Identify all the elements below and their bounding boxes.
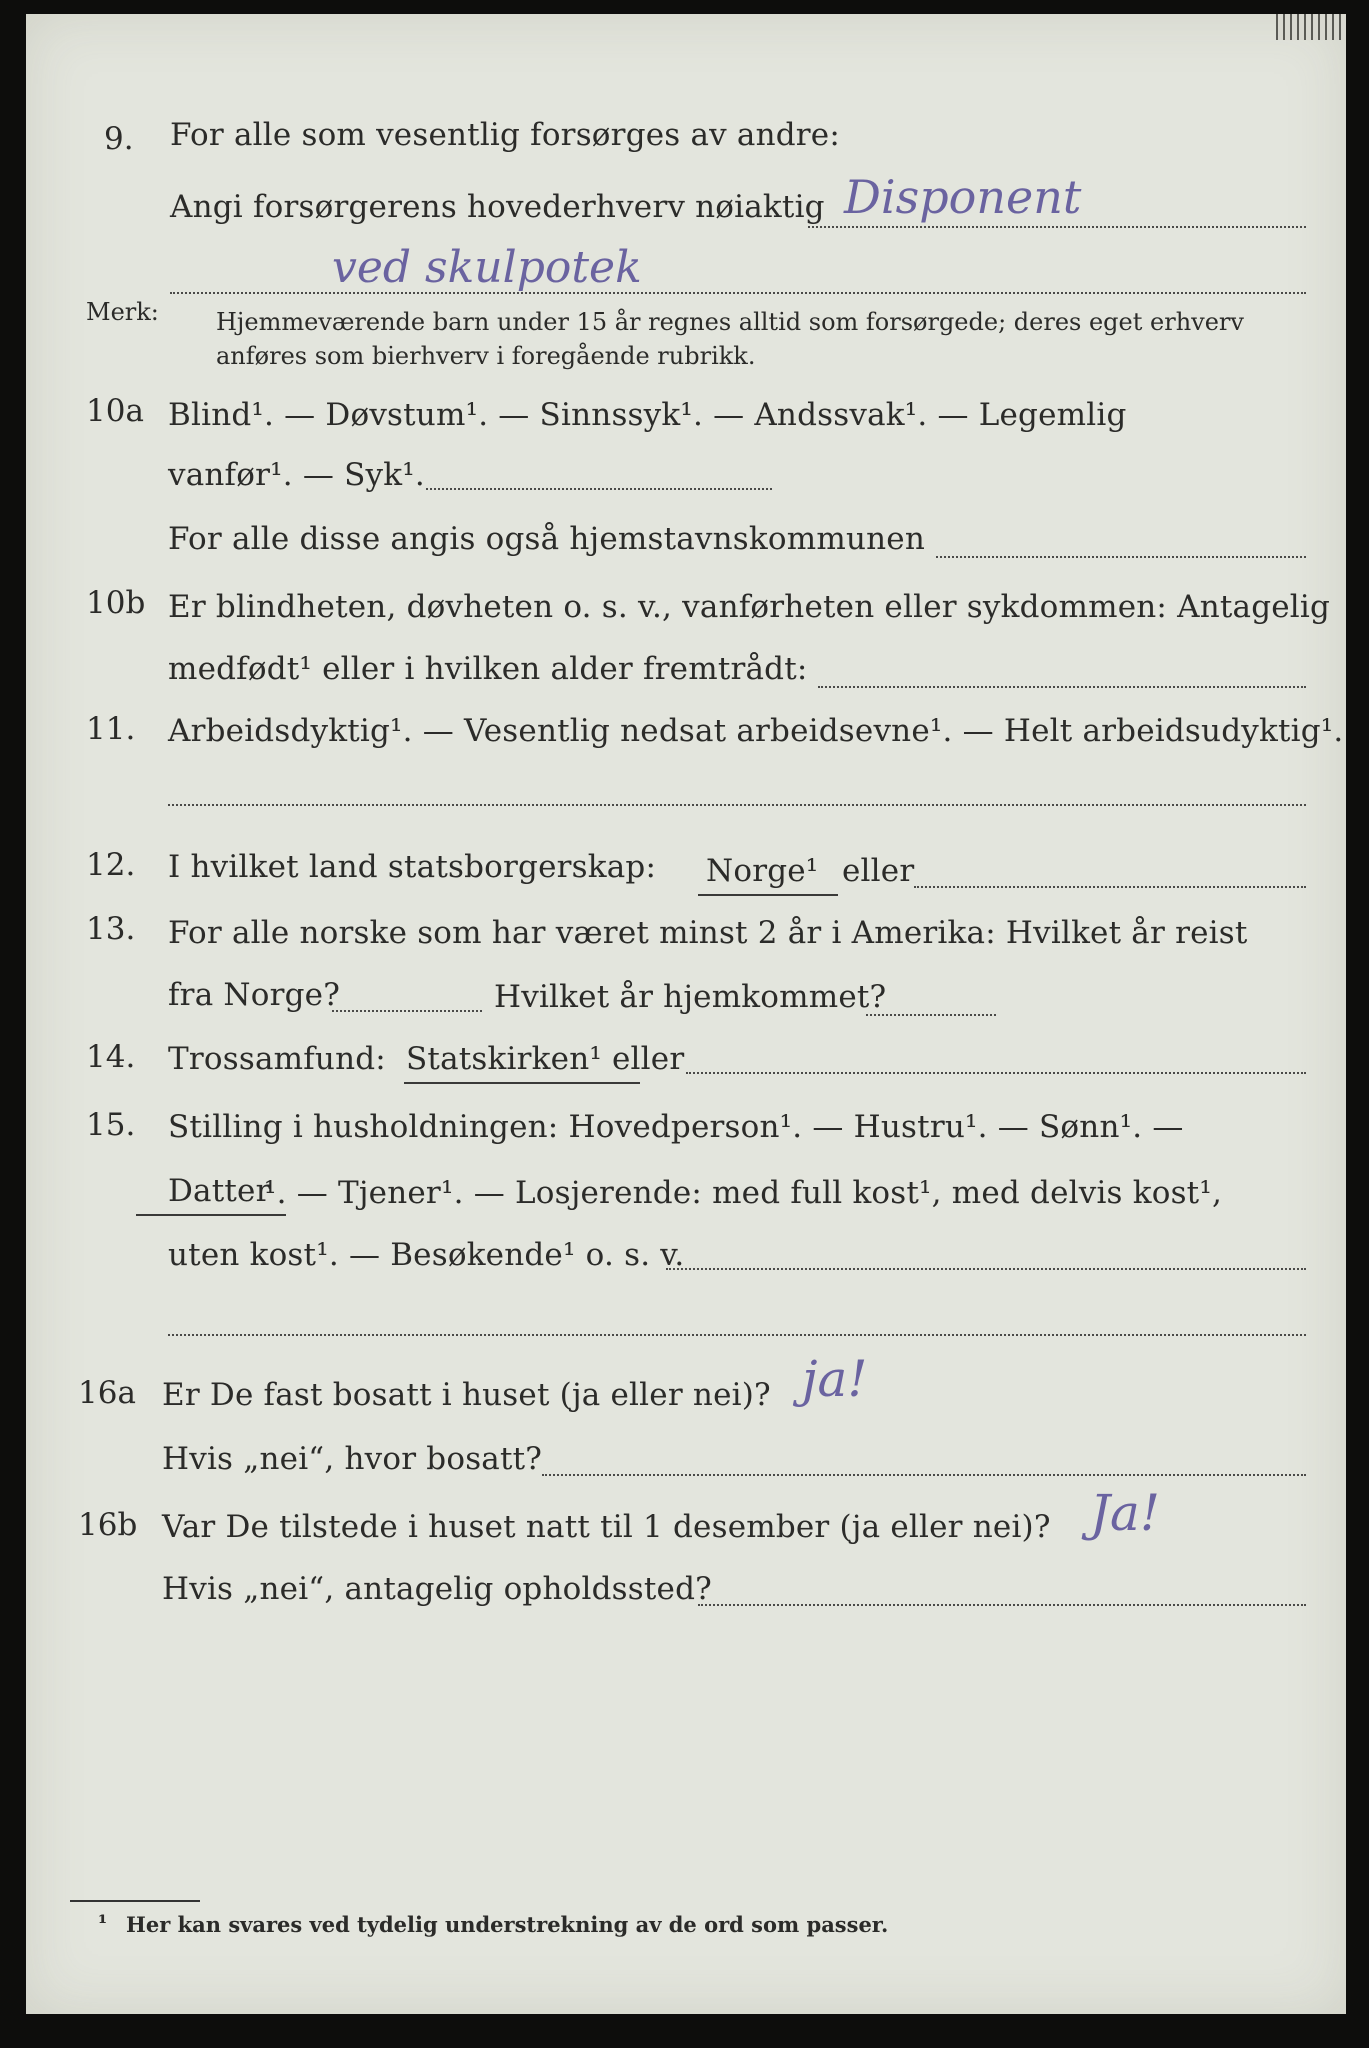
q10a-line1: Blind¹. — Døvstum¹. — Sinnssyk¹. — Andssvak¹. — Legemlig (168, 397, 1127, 433)
q9-line2: Angi forsørgerens hovederhverv nøiaktig (170, 189, 825, 225)
q15-line2: ¹. — Tjener¹. — Losjerende: med full kost¹, med delvis kost¹, (264, 1175, 1223, 1211)
q10b-line2: medfødt¹ eller i hvilken alder fremtrådt: (168, 651, 808, 687)
q14-number: 14. (86, 1039, 136, 1075)
q15-datter-underline (136, 1214, 286, 1216)
q15-number: 15. (86, 1107, 136, 1143)
q12-suffix: eller (842, 853, 915, 889)
q16a-handwritten-answer: ja! (802, 1350, 868, 1408)
q14-prefix: Trossamfund: (168, 1041, 386, 1077)
q10a-syk-answer-line[interactable] (426, 488, 772, 490)
q12-answer-line[interactable] (914, 886, 1306, 888)
q12-norge-underlined: Norge¹ (706, 853, 819, 889)
q13-line2b: Hvilket år hjemkommet? (494, 979, 887, 1015)
footnote-rule (70, 1900, 200, 1902)
q10b-line1: Er blindheten, døvheten o. s. v., vanførheten eller sykdommen: Antagelig (168, 589, 1331, 625)
q12-number: 12. (86, 847, 136, 883)
merk-label: Merk: (86, 298, 159, 326)
q10a-line2: vanfør¹. — Syk¹. (168, 457, 425, 493)
q12-prefix: I hvilket land statsborgerskap: (168, 849, 657, 885)
q15-line3: uten kost¹. — Besøkende¹ o. s. v. (168, 1237, 685, 1273)
q13-line1: For alle norske som har været minst 2 år i Amerika: Hvilket år reist (168, 915, 1248, 951)
q9-handwritten-answer1: Disponent (844, 170, 1082, 224)
footnote-mark: ¹ (98, 1910, 108, 1935)
q16a-number: 16a (78, 1375, 136, 1411)
q10b-answer-line[interactable] (818, 686, 1306, 688)
q9-line1: For alle som vesentlig forsørges av andre: (170, 117, 840, 153)
q15-line1: Stilling i husholdningen: Hovedperson¹. — Hustru¹. — Sønn¹. — (168, 1109, 1184, 1145)
q16b-handwritten-answer: Ja! (1090, 1484, 1160, 1542)
q13-hjemkommet-answer-line[interactable] (866, 1014, 996, 1016)
q16a-line1: Er De fast bosatt i huset (ja eller nei)? (162, 1377, 771, 1413)
q15-answer-line2[interactable] (168, 1334, 1306, 1336)
q16b-line1: Var De tilstede i huset natt til 1 desember (ja eller nei)? (162, 1509, 1051, 1545)
q9-number: 9. (104, 121, 134, 157)
q10b-number: 10b (86, 585, 146, 621)
q16b-answer-line[interactable] (698, 1604, 1306, 1606)
q13-number: 13. (86, 911, 136, 947)
q11-answer-line[interactable] (168, 804, 1306, 806)
q14-statskirken-underlined: Statskirken¹ (406, 1041, 602, 1077)
q10a-hjemstavn-answer-line[interactable] (936, 556, 1306, 558)
q9-answer-line1[interactable] (808, 226, 1306, 228)
q16b-number: 16b (78, 1507, 138, 1543)
q14-answer-line[interactable] (686, 1072, 1306, 1074)
q13-line2a: fra Norge? (168, 977, 341, 1013)
merk-line2: anføres som bierhverv i foregående rubrikk. (216, 342, 756, 370)
q10a-number: 10a (86, 393, 144, 429)
q16a-answer-line[interactable] (542, 1474, 1306, 1476)
q11-number: 11. (86, 711, 136, 747)
q14-suffix: eller (612, 1041, 685, 1077)
q11-line1: Arbeidsdyktig¹. — Vesentlig nedsat arbeidsevne¹. — Helt arbeidsudyktig¹. (168, 713, 1344, 749)
scan-ruler (1276, 14, 1346, 40)
footnote-text: Her kan svares ved tydelig understrekning av de ord som passer. (126, 1912, 889, 1937)
merk-line1: Hjemmeværende barn under 15 år regnes alltid som forsørgede; deres eget erhverv (216, 308, 1244, 336)
q16a-line2: Hvis „nei“, hvor bosatt? (162, 1441, 543, 1477)
q14-statskirken-underline (404, 1082, 640, 1084)
q15-datter-underlined: Datter (168, 1173, 271, 1209)
q13-reist-answer-line[interactable] (332, 1010, 482, 1012)
q10a-line3: For alle disse angis også hjemstavnskommunen (168, 521, 925, 557)
q12-norge-underline (698, 894, 838, 896)
q9-handwritten-answer2: ved skulpotek (332, 242, 642, 293)
census-form-page (26, 14, 1346, 2014)
q15-answer-line1[interactable] (666, 1268, 1306, 1270)
q16b-line2: Hvis „nei“, antagelig opholdssted? (162, 1571, 712, 1607)
